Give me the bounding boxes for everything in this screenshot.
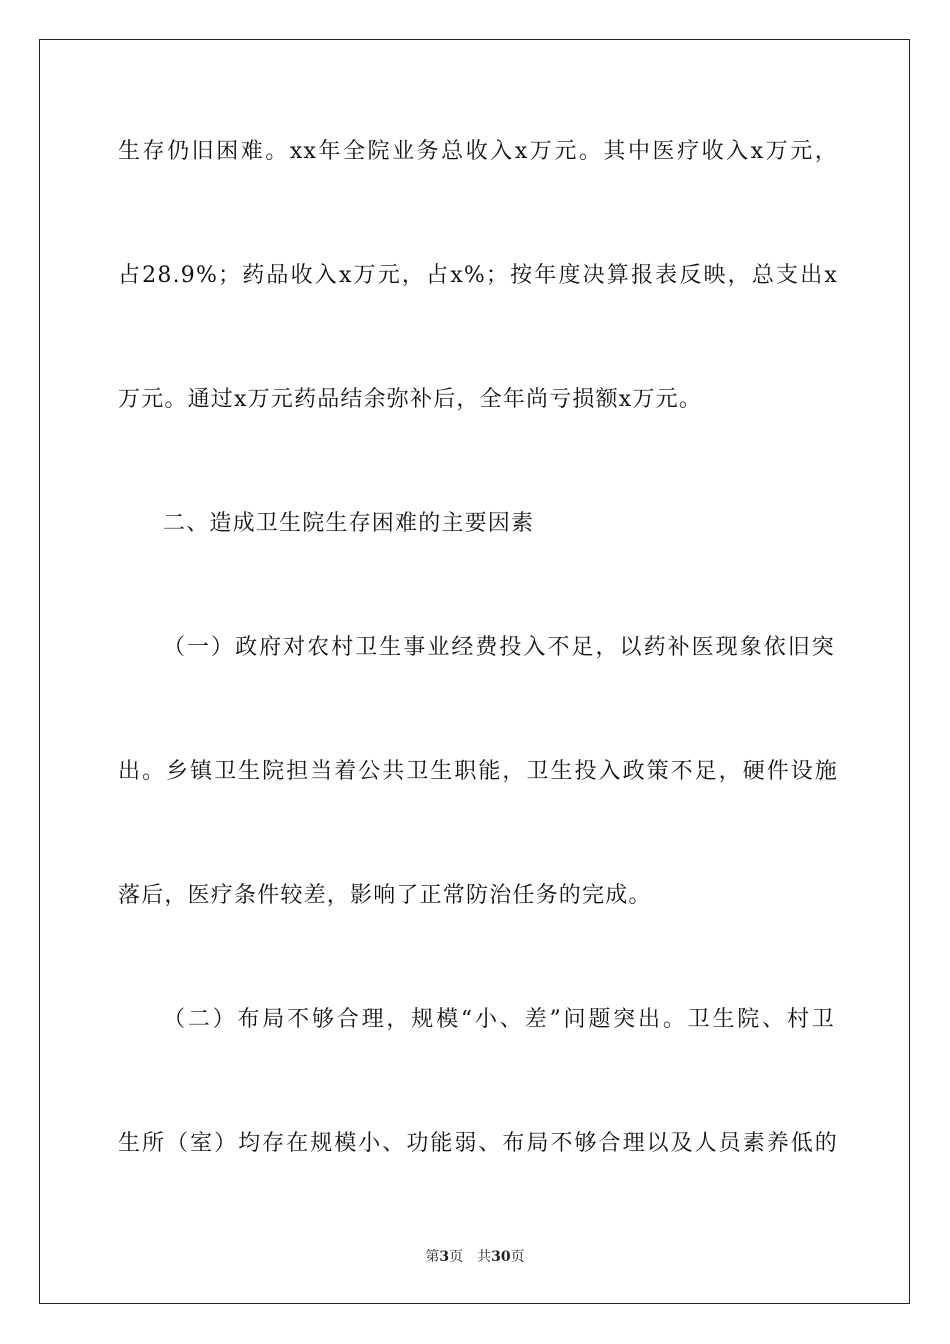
page-frame — [39, 39, 910, 1304]
body-line-5: （一）政府对农村卫生事业经费投入不足，以药补医现象依旧突 — [163, 635, 835, 660]
footer-total-suffix: 页 — [510, 1249, 525, 1265]
body-line-6: 出。乡镇卫生院担当着公共卫生职能，卫生投入政策不足，硬件设施 — [118, 759, 838, 784]
footer-page-prefix: 第 — [425, 1249, 440, 1265]
body-line-3: 万元。通过x万元药品结余弥补后，全年尚亏损额x万元。 — [118, 387, 703, 412]
body-line-2: 占28.9%；药品收入x万元，占x%；按年度决算报表反映，总支出x — [118, 263, 838, 288]
footer-page-number: 3 — [439, 1249, 450, 1265]
page-footer — [0, 1248, 950, 1266]
body-line-1: 生存仍旧困难。xx年全院业务总收入x万元。其中医疗收入x万元， — [118, 139, 838, 164]
section-heading: 二、造成卫生院生存困难的主要因素 — [163, 511, 535, 536]
footer-page-suffix: 页 — [449, 1249, 464, 1265]
body-line-8: （二）布局不够合理，规模“小、差”问题突出。卫生院、村卫 — [163, 1007, 835, 1032]
body-line-7: 落后，医疗条件较差，影响了正常防治任务的完成。 — [118, 883, 652, 908]
body-line-9: 生所（室）均存在规模小、功能弱、布局不够合理以及人员素养低的 — [118, 1131, 838, 1156]
footer-total-prefix: 共 — [477, 1249, 492, 1265]
footer-total-pages: 30 — [491, 1249, 511, 1265]
